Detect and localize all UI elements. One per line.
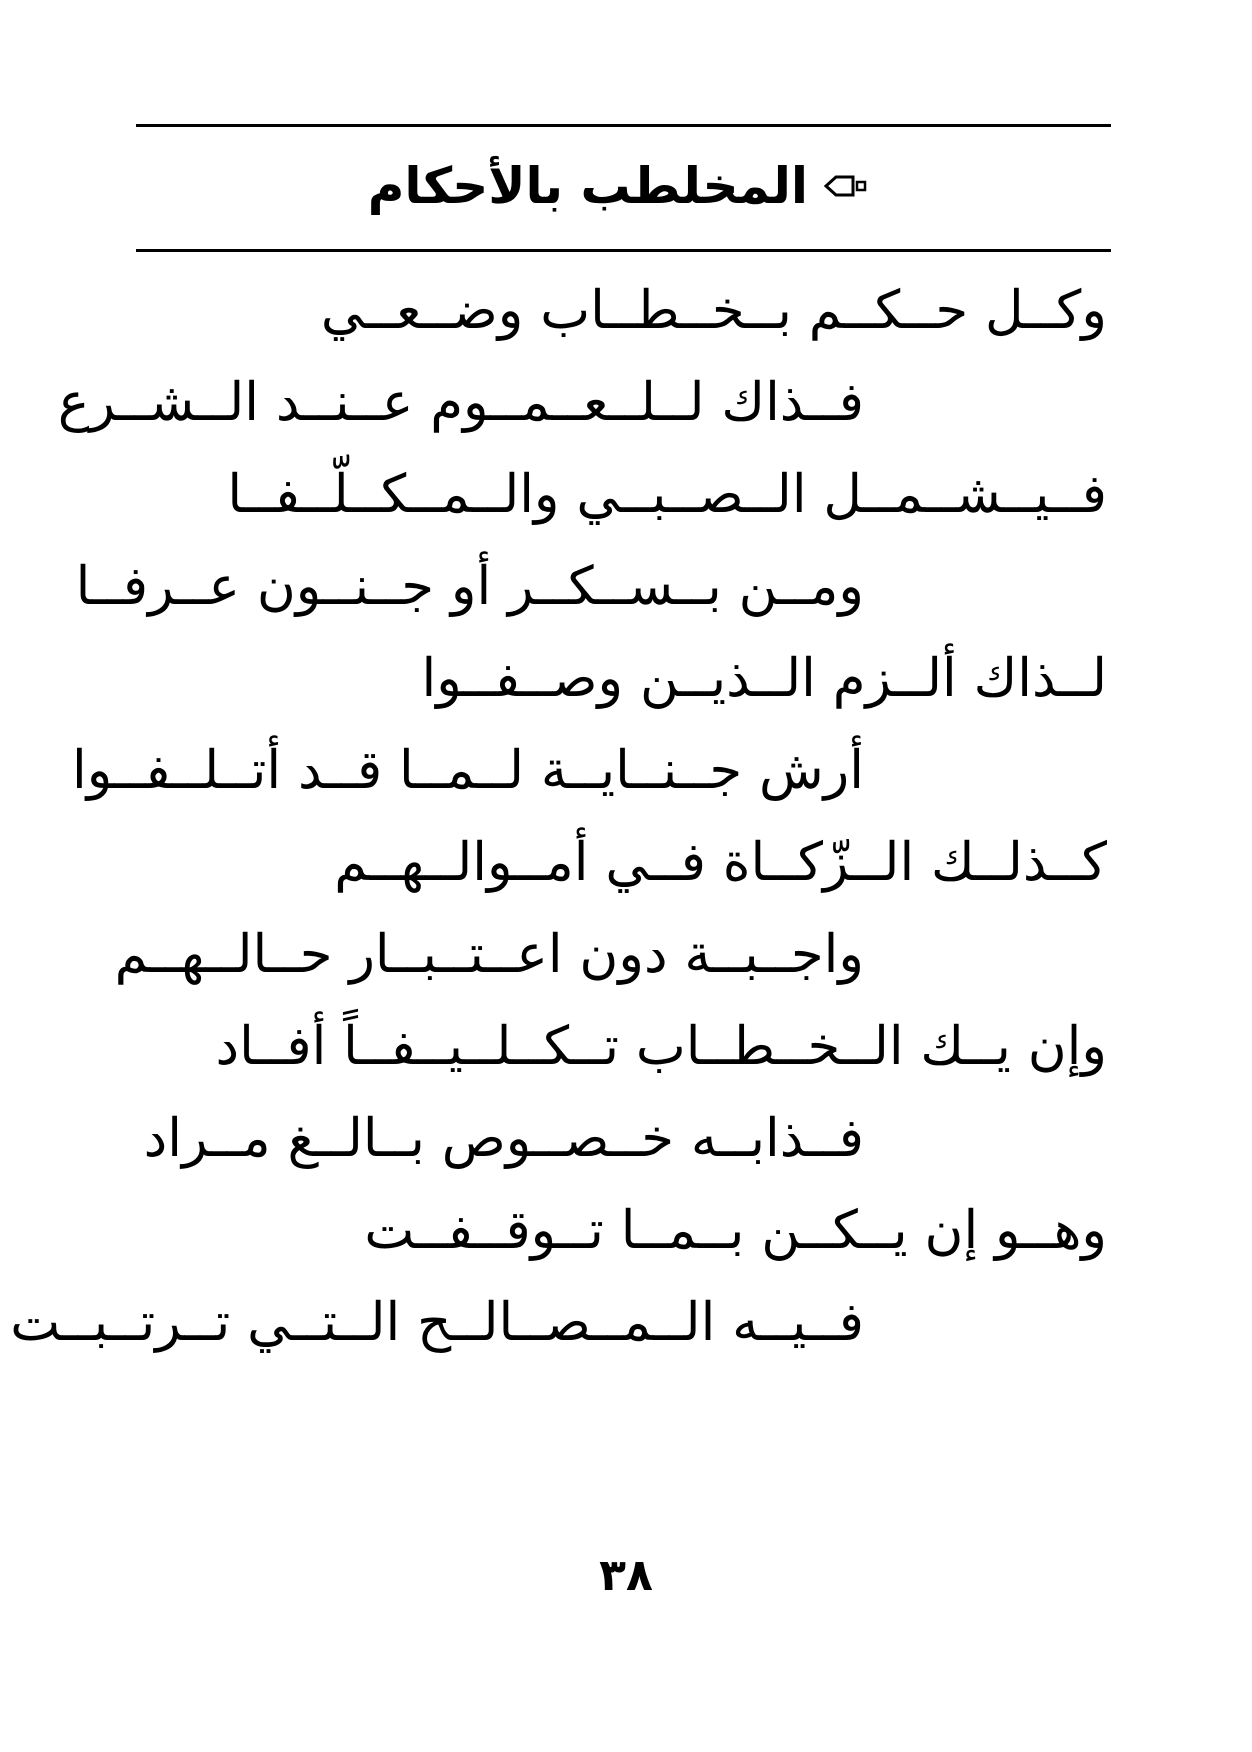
verse-line-4: ومــن بــســكــر أو جــنــون عــرفــا: [75, 556, 864, 617]
arrow-ornament-icon: [822, 171, 868, 201]
verse-line-10: فــذابــه خــصــوص بــالــغ مــراد: [143, 1108, 864, 1169]
running-header: [136, 150, 1111, 230]
header-top-rule: [136, 124, 1111, 127]
verse-line-6: أرش جــنــايــة لــمــا قــد أتــلــفــوا: [72, 740, 864, 801]
verse-line-12: فــيــه الــمــصــالــح الــتــي تــرتــبــت: [10, 1292, 864, 1353]
header-title: المخلطب بالأحكام: [367, 157, 808, 215]
header-bottom-rule: [136, 249, 1111, 252]
verse-line-8: واجــبــة دون اعــتــبــار حــالــهــم: [114, 924, 864, 985]
running-header-content: [368, 156, 868, 216]
verse-line-3: فــيــشــمــل الــصــبــي والــمــكــلّــفــا: [227, 464, 1107, 525]
verse-line-5: لــذاك ألــزم الــذيــن وصــفــوا: [421, 648, 1107, 709]
page-number: ٣٨: [599, 1550, 653, 1601]
verse-line-11: وهــو إن يــكــن بــمــا تــوقــفــت: [364, 1200, 1107, 1261]
verse-line-9: وإن يــك الــخــطــاب تــكــلــيــفــاً أفــاد: [215, 1016, 1107, 1077]
verse-line-7: كــذلــك الــزّكــاة فــي أمــوالــهــم: [334, 832, 1107, 893]
verse-line-1: وكــل حــكــم بــخــطــاب وضــعــي: [320, 280, 1107, 341]
verse-line-2: فــذاك لــلــعــمــوم عــنــد الــشــرع: [57, 372, 864, 433]
